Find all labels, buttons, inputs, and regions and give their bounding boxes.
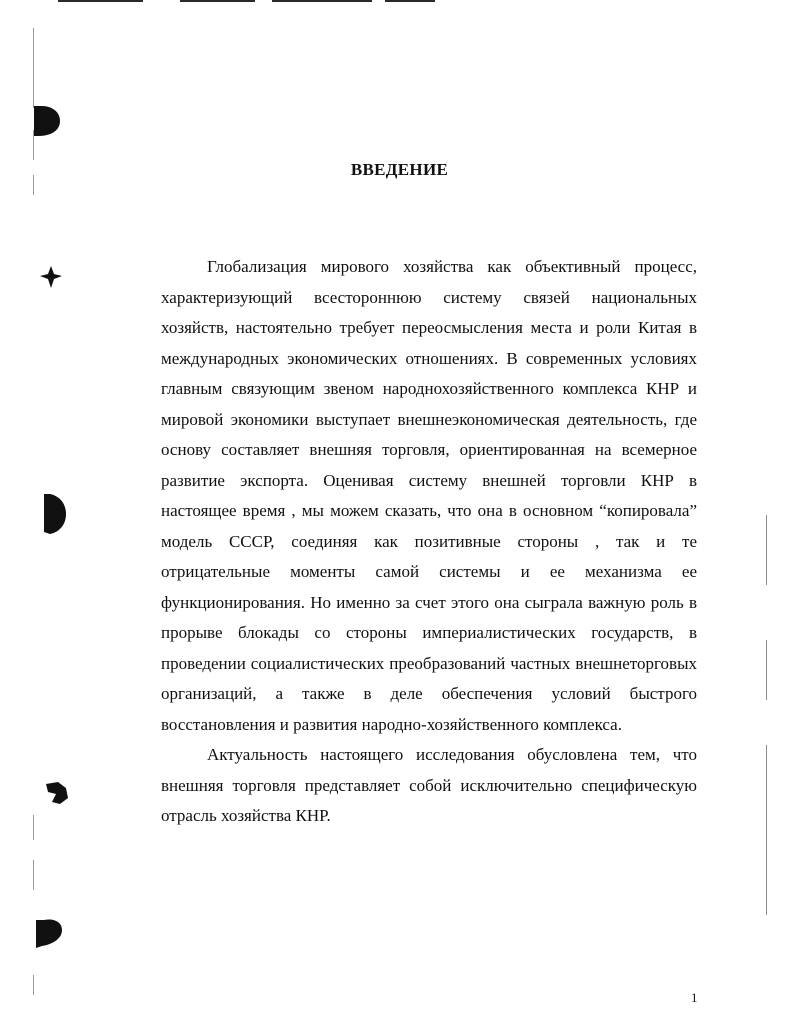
scan-artifact-top-line <box>385 0 435 2</box>
scan-artifact-right-line <box>766 515 767 585</box>
scan-artifact-margin-line <box>33 860 34 890</box>
punch-hole-mark <box>38 492 68 536</box>
paragraph: Глобализация мирового хозяйства как объективный процесс, характеризующий всестороннюю систему связей национальных хозяйств, настоятельно требует переосмысления места и роли Китая в международных экономических отношениях. В современных условиях главным связующим звеном народнохозяйственного комплекса КНР и мировой экономики выступает внешнеэкономическая деятельность, где основу составляет внешняя торговля, ориентированная на всемерное развитие экспорта. Оценивая систему внешней торговли КНР в настоящее время , мы можем сказать, что она в основном “копировала” модель СССР, соединяя как позитивные стороны , так и те отрицательные моменты самой системы и ее механизма ее функционирования. Но именно за счет этого она сыграла важную роль в прорыве блокады со стороны империалистических государств, в проведении социалистических преобразований частных внешнеторговых организаций, а также в деле обеспечения условий быстрого восстановления и развития народно-хозяйственного комплекса. <box>161 257 697 734</box>
scan-artifact-top-line <box>180 0 255 2</box>
scan-artifact-margin-line <box>33 815 34 840</box>
page-title: ВВЕДЕНИЕ <box>350 160 449 179</box>
scan-artifact-margin-line <box>33 975 34 995</box>
punch-hole-mark <box>44 780 70 808</box>
scan-artifact-right-line <box>766 745 767 915</box>
paragraph: Актуальность настоящего исследования обусловлена тем, что внешняя торговля представляет собой исключительно специфическую отрасль хозяйства КНР. <box>161 745 697 825</box>
punch-hole-mark <box>30 104 62 138</box>
scan-artifact-top-line <box>272 0 372 2</box>
scan-artifact-top-line <box>58 0 143 2</box>
scan-artifact-right-line <box>766 640 767 700</box>
scan-artifact-margin-line <box>33 28 34 108</box>
punch-hole-mark <box>32 916 64 950</box>
body-text <box>161 252 697 832</box>
page-number: 1 <box>691 990 698 1005</box>
punch-hole-mark <box>38 264 64 290</box>
